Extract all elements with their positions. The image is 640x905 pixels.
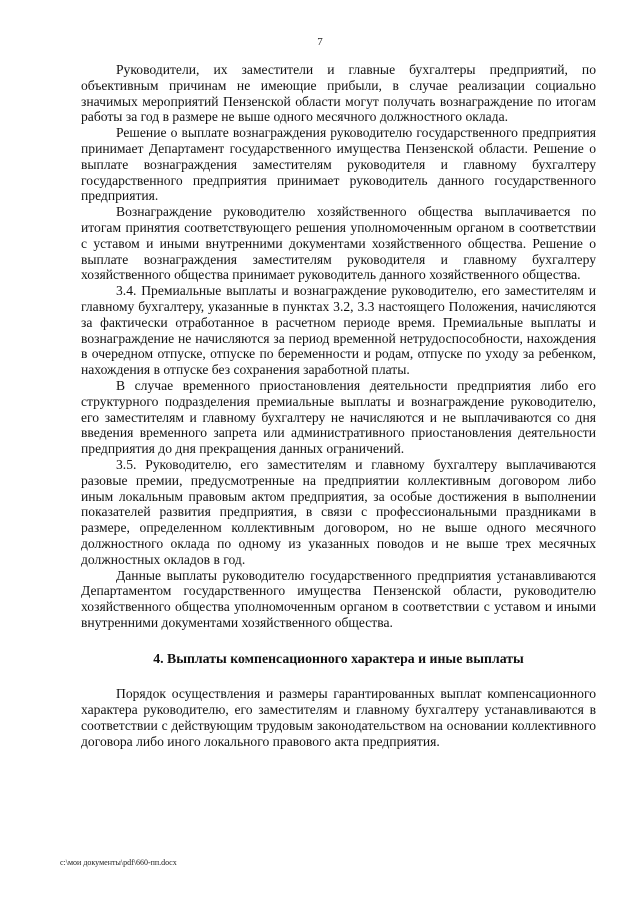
paragraph: Данные выплаты руководителю государственного предприятия устанавливаются Департаментом государственного имущества Пензенской области, руководителю хозяйственного общества уполномоченным органом в соответствии с уставом и иными внутренними документами хозяйственного общества. bbox=[81, 567, 596, 630]
footer-file-path: c:\мои документы\pdf\660-пп.docx bbox=[60, 858, 177, 867]
paragraph: 3.5. Руководителю, его заместителям и главному бухгалтеру выплачиваются разовые премии, предусмотренные на предприятии коллективным договором либо иным локальным правовым актом предприятия, за особые достижения в выполнении показателей развития предприятия, в связи с профессиональными праздниками в размере, определенном коллективным договором, но не выше одного месячного должностного оклада по одному из указанных поводов и не выше трех месячных должностных окладов в год. bbox=[81, 456, 596, 567]
paragraph: Решение о выплате вознаграждения руководителю государственного предприятия принимает Департамент государственного имущества Пензенской области. Решение о выплате вознаграждения заместителям руководителя и главному бухгалтеру государственного предприятия принимает руководитель данного государственного предприятия. bbox=[81, 125, 596, 204]
paragraph: Руководители, их заместители и главные бухгалтеры предприятий, по объективным причинам не имеющие прибыли, в случае реализации социально значимых мероприятий Пензенской области могут получать вознаграждение по итогам работы за год в размере не выше одного месячного должностного оклада. bbox=[81, 62, 596, 125]
paragraph: Порядок осуществления и размеры гарантированных выплат компенсационного характера руководителю, его заместителям и главному бухгалтеру устанавливаются в соответствии с действующим трудовым законодательством на основании коллективного договора либо иного локального правового акта предприятия. bbox=[81, 686, 596, 749]
paragraph: Вознаграждение руководителю хозяйственного общества выплачивается по итогам принятия соответствующего решения уполномоченным органом в соответствии с уставом и иными внутренними документами хозяйственного общества. Решение о выплате вознаграждения заместителям руководителя и главному бухгалтеру хозяйственного общества принимает руководитель данного хозяйственного общества. bbox=[81, 204, 596, 283]
page-number: 7 bbox=[317, 36, 323, 48]
paragraph: В случае временного приостановления деятельности предприятия либо его структурного подразделения премиальные выплаты и вознаграждение руководителю, его заместителям и главному бухгалтеру не начисляются и не выплачиваются со дня введения временного запрета или административного приостановления деятельности предприятия до дня прекращения данных ограничений. bbox=[81, 377, 596, 457]
section-heading: 4. Выплаты компенсационного характера и иные выплаты bbox=[153, 650, 524, 666]
paragraph: 3.4. Премиальные выплаты и вознаграждение руководителю, его заместителям и главному бухгалтеру, указанные в пунктах 3.2, 3.3 настоящего Положения, начисляются за фактически отработанное в расчетном периоде время. Премиальные выплаты и вознаграждение не начисляются за период временной нетрудоспособности, нахождения в очередном отпуске, отпуске по беременности и родам, отпуске по уходу за ребенком, нахождения в отпуске без сохранения заработной платы. bbox=[81, 283, 596, 378]
document-body bbox=[81, 62, 596, 750]
